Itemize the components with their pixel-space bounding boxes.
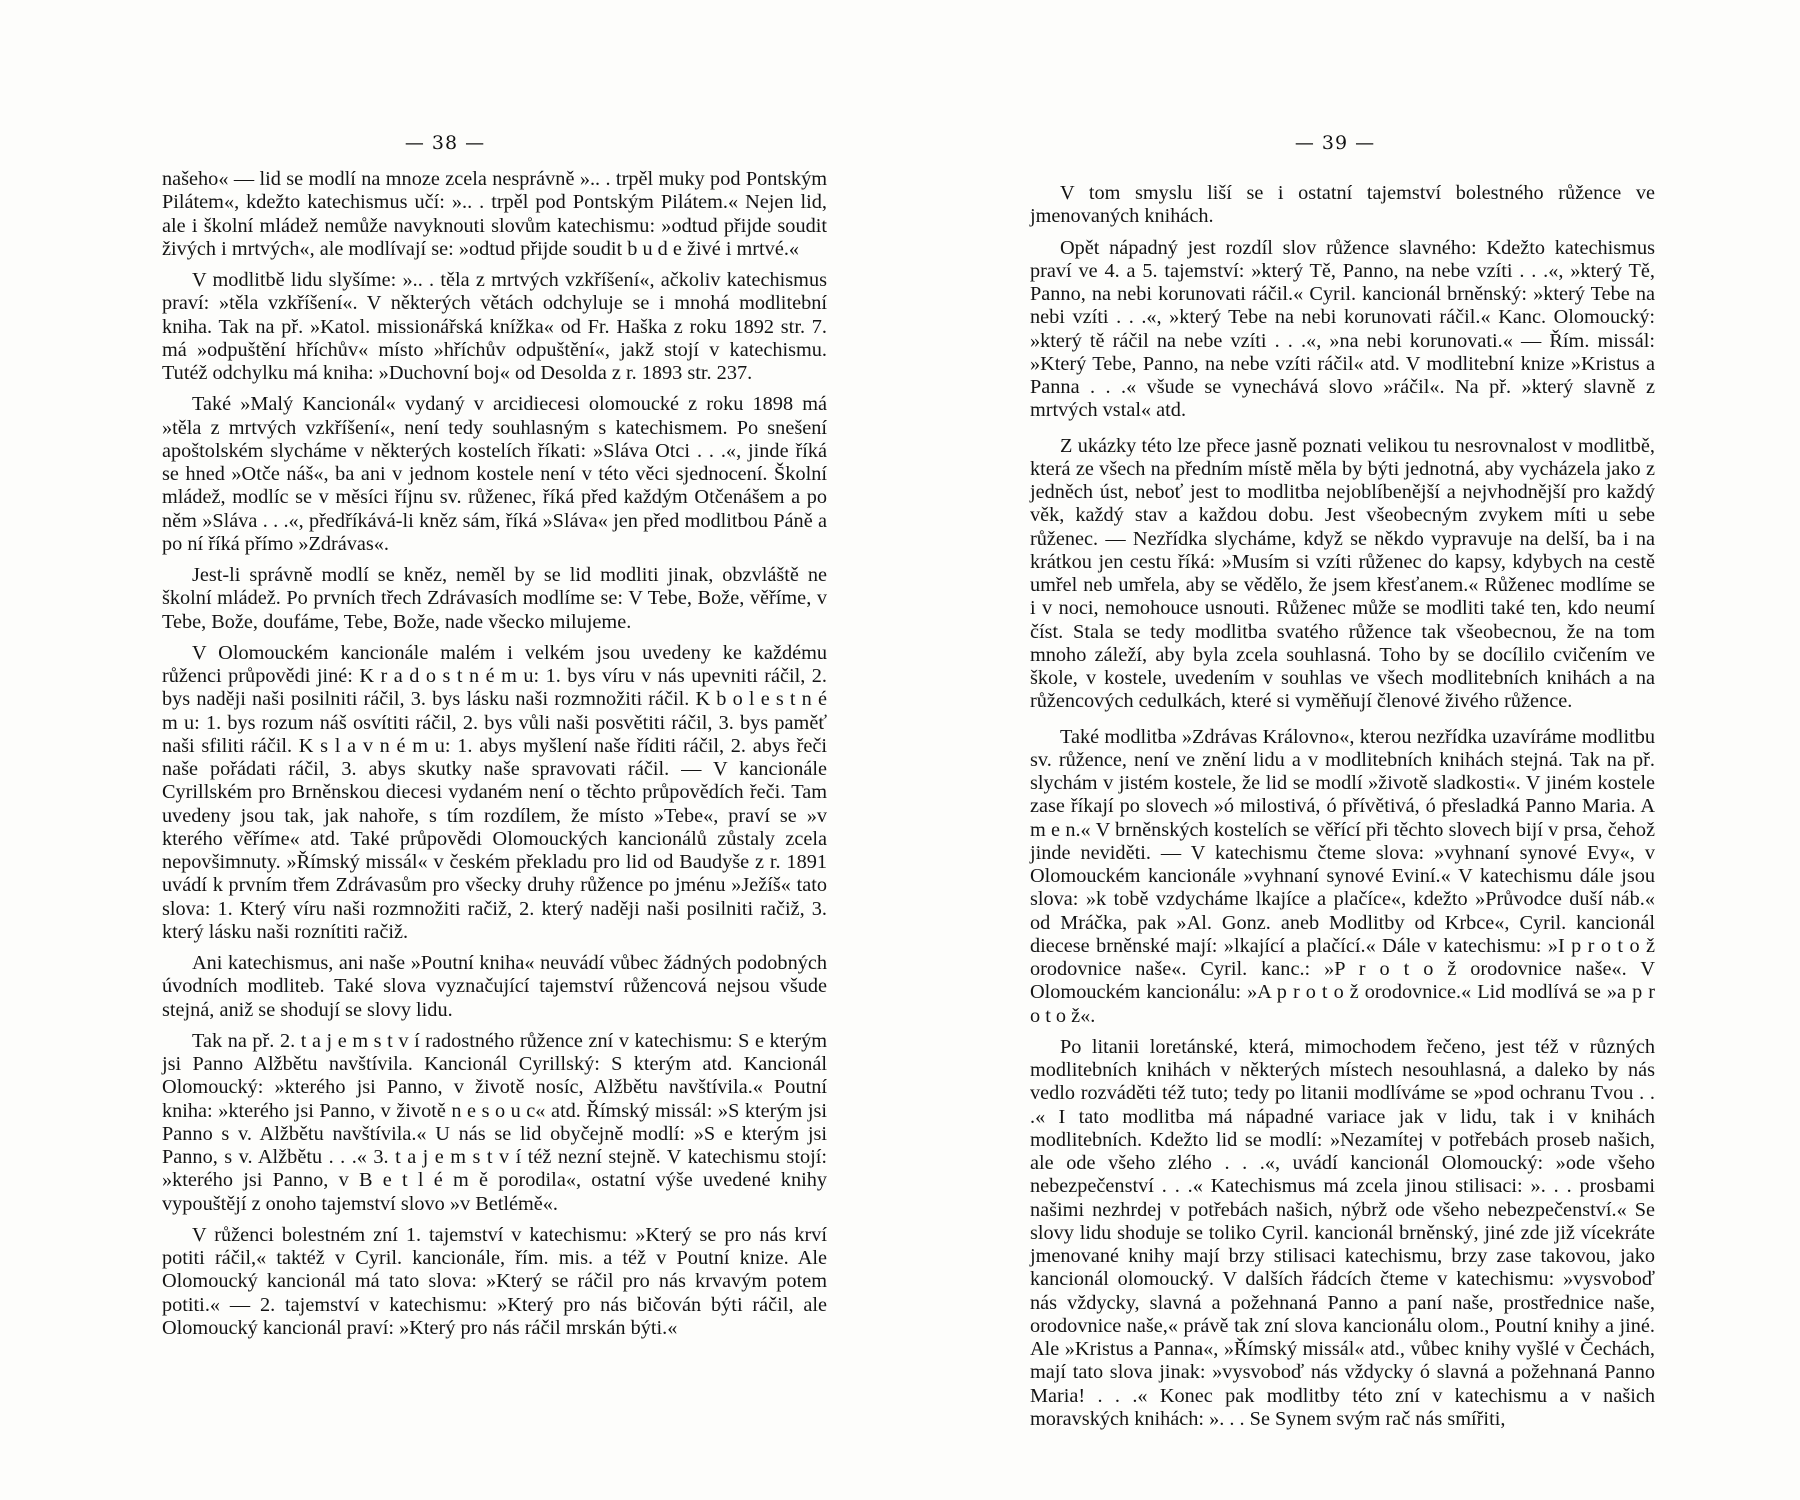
paragraph: Jest-li správně modlí se kněz, neměl by se lid modliti jinak, obzvláště ne školní mládež. Po prvních třech Zdrávasích modlíme se: V Tebe, Bože, věříme, v Tebe, Bože, doufáme, Tebe, Bože, nade všecko milujeme.	[162, 564, 827, 633]
page-number: — 38 —	[404, 132, 486, 154]
paragraph: Tak na př. 2. t a j e m s t v í radostného růžence zní v katechismu: S e kterým jsi Panno Alžbětu navštívila. Kancionál Cyrillský: S kterým atd. Kancionál Olomoucký: »kterého jsi Panno, v životě nosíc, Alžbětu navštívila.« Poutní kniha: »kterého jsi Panno, v životě n e s o u c« atd. Římský missál: »S kterým jsi Panno s v. Alžbětu navštívila.« U nás se lid obyčejně modlí: »S e kterým jsi Panno, s v. Alžbětu . . .« 3. t a j e m s t v í též nezní stejně. V katechismu stojí: »kterého jsi Panno, v B e t l é m ě porodila«, ostatní výše uvedené knihy vypouštějí z onoho tajemství slovo »v Betlémě«.	[162, 1029, 827, 1215]
page-body	[162, 168, 827, 1348]
paragraph: Opět nápadný jest rozdíl slov růžence slavného: Kdežto katechismus praví ve 4. a 5. tajemství: »který Tě, Panno, na nebe vzíti . . .«, »který Tě, Panno, na nebi korunovati ráčil.« Cyril. kancionál brněnský: »který Tebe na nebi vzíti . . .«, »který Tebe na nebi korunovati ráčil.« Kanc. Olomoucký: »který tě ráčil na nebe vzíti . . .«, »na nebi korunovati.« — Řím. missál: »Který Tebe, Panno, na nebe vzíti ráčil« atd. V modlitební knize »Kristus a Panna . . .« všude se vynechává slovo »ráčil«. Na př. »který slavně z mrtvých vstal« atd.	[1030, 236, 1655, 422]
paragraph: V modlitbě lidu slyšíme: ».. . těla z mrtvých vzkříšení«, ačkoliv katechismus praví: »těla vzkříšení«. V některých větách odchyluje se i mnohá modlitební kniha. Tak na př. »Katol. missionářská knížka« od Fr. Haška z roku 1892 str. 7. má »odpuštění hříchův« místo »hříchův odpuštění«, jakž stojí v katechismu. Tutéž odchylku má kniha: »Duchovní boj« od Desolda z r. 1893 str. 237.	[162, 269, 827, 384]
paragraph: Také modlitba »Zdrávas Královno«, kterou nezřídka uzavíráme modlitbu sv. růžence, není ve znění lidu a v modlitebních knihách stejná. Tak na př. slychám v jistém kostele, že lid se modlí »životě sladkosti«. V jiném kostele zase říkají po slovech »ó milostivá, ó přívětivá, ó přesladká Panno Maria. A m e n.« V brněnských kostelích se věřící při těchto slovech bijí v prsa, čehož jinde neviděti. — V katechismu čteme slova: »vyhnaní synové Evy«, v Olomouckém kancionále »vyhnaní synové Eviní.« V katechismu dále jsou slova: »k tobě vzdycháme lkajíce a plačíce«, kdežto »Průvodce duší náb.« od Mráčka, pak »Al. Gonz. aneb Modlitby od Krbce«, Cyril. kancionál diecese brněnské mají: »lkající a plačící.« Dále v katechismu: »I p r o t o ž orodovnice naše«. Cyril. kanc.: »P r o t o ž orodovnice naše«. V Olomouckém kancionálu: »A p r o t o ž orodovnice.« Lid modlívá se »a p r o t o ž«.	[1030, 725, 1655, 1027]
paragraph: Také »Malý Kancionál« vydaný v arcidiecesi olomoucké z roku 1898 má »těla z mrtvých vzkříšení«, není tedy souhlasným s katechismem. Po snešení apoštolském slycháme v některých kostelích říkati: »Sláva Otci . . .«, jinde říká se hned »Otče náš«, ba ani v jednom kostele není v této věci sjednocení. Školní mládež, modlíc se v měsíci říjnu sv. růženec, říká před každým Otčenášem a po něm »Sláva . . .«, předříkává-li kněz sám, říká »Sláva« jen před modlitbou Páně a po ní říká přímo »Zdrávas«.	[162, 393, 827, 555]
page-number: — 39 —	[1294, 132, 1376, 154]
paragraph: V růženci bolestném zní 1. tajemství v katechismu: »Který se pro nás krví potiti ráčil,« taktéž v Cyril. kancionále, řím. mis. a též v Poutní knize. Ale Olomoucký kancionál má tato slova: »Který se ráčil pro nás krvavým potem potiti.« — 2. tajemství v katechismu: »Který pro nás bičován býti ráčil, ale Olomoucký kancionál praví: »Který pro nás ráčil mrskán býti.«	[162, 1223, 827, 1339]
paragraph: Ani katechismus, ani naše »Poutní kniha« neuvádí vůbec žádných podobných úvodních modliteb. Také slova vyznačující tajemství růžencová nejsou všude stejná, aniž se shodují se slovy lidu.	[162, 952, 827, 1021]
paragraph: V tom smyslu liší se i ostatní tajemství bolestného růžence ve jmenovaných knihách.	[1030, 182, 1655, 228]
page-body	[1030, 182, 1655, 1439]
right-page	[900, 0, 1800, 1500]
paragraph: našeho« — lid se modlí na mnoze zcela nesprávně ».. . trpěl muky pod Pontským Pilátem«, kdežto katechismus učí: ».. . trpěl pod Pontským Pilátem.« Nejen lid, ale i školní mládež nemůže navyknouti slovům katechismu: »odtud přijde soudit živých i mrtvých«, ale modlívají se: »odtud přijde soudit b u d e živé i mrtvé.«	[162, 168, 827, 260]
paragraph: Po litanii loretánské, která, mimochodem řečeno, jest též v různých modlitebních knihách v některých místech nesouhlasná, a daleko by nás vedlo rozváděti též tuto; tedy po litanii modlíváme se »pod ochranu Tvou . . .« I tato modlitba má nápadné variace jak v lidu, tak i v knihách modlitebních. Kdežto lid se modlí: »Nezamítej v potřebách proseb našich, ale ode všeho zlého . . .«, uvádí kancionál Olomoucký: »ode všeho nebezpečenství . . .« Katechismus má zcela jinou stilisaci: ». . . prosbami našimi nezhrdej v potřebách našich, nýbrž ode všeho nebezpečenství.« Se slovy lidu shoduje se toliko Cyril. kancionál brněnský, jiné zde již vícekráte jmenované knihy mají brzy stilisaci katechismu, brzy zase takovou, jako kancionál olomoucký. V dalších řádcích čteme v katechismu: »vysvoboď nás vždycky, slavná a požehnaná Panno a paní naše, prostřednice naše, orodovnice naše,« právě tak zní slova kancionálu olom., Poutní knihy a jiné. Ale »Kristus a Panna«, »Římský missál« atd., vůbec knihy vyšlé v Čechách, mají tato slova jinak: »vysvoboď nás vždycky ó slavná a požehnaná Panno Maria! . . .« Konec pak modlitby této zní v katechismu a v našich moravských knihách: ». . . Se Synem svým rač nás smířiti,	[1030, 1035, 1655, 1430]
paragraph: V Olomouckém kancionále malém i velkém jsou uvedeny ke každému růženci průpovědi jiné: K r a d o s t n é m u: 1. bys víru v nás upevniti ráčil, 2. bys naději naši posilniti ráčil, 3. bys lásku naši rozmnožiti ráčil. K b o l e s t n é m u: 1. bys rozum náš osvítiti ráčil, 2. bys vůli naši posvětiti ráčil, 3. bys paměť naši sfiliti ráčil. K s l a v n é m u: 1. abys myšlení naše říditi ráčil, 2. abys řeči naše pořádati ráčil, 3. abys skutky naše spravovati ráčil. — V kancionále Cyrillském pro Brněnskou diecesi vydaném není o těchto průpovědích řeči. Tam uvedeny jsou tak, jak nahoře, s tím rozdílem, že místo »Tebe«, praví se »v kterého věříme« atd. Také průpovědi Olomouckých kancionálů zůstaly zcela nepovšimnuty. »Římský missál« v českém překladu pro lid od Baudyše z r. 1891 uvádí k prvním třem Zdrávasům pro všecky druhy růžence po jménu »Ježíš« tato slova: 1. Který víru naši rozmnožiti račiž, 2. který naději naši posilniti račiž, 3. který lásku naši roznítiti račiž.	[162, 641, 827, 943]
paragraph: Z ukázky této lze přece jasně poznati velikou tu nesrovnalost v modlitbě, která ze všech na předním místě měla by býti jednotná, aby vycházela jako z jedněch úst, neboť jest to modlitba nejoblíbenější a nejvhodnější pro každý věk, každý stav a každou dobu. Jest všeobecným zvykem míti u sebe růženec. — Nezřídka slycháme, když se někdo vypravuje na delší, ba i na krátkou jen cestu říká: »Musím si vzíti růženec do kapsy, kdybych na cestě umřel neb umřela, aby se vědělo, že jsem křesťanem.« Růženec modlíme se i v noci, nemohouce usnouti. Růženec může se modliti také ten, kdo neumí číst. Stala se tedy modlitba svatého růžence tak všeobecnou, že na tom mnoho záleží, aby byla zcela souhlasná. Toho by se docílilo cvičením ve škole, v kostele, uvedením v souhlas ve všech modlitebních knihách a na růžencových cedulkách, které si vyměňují členové živého růžence.	[1030, 434, 1655, 713]
